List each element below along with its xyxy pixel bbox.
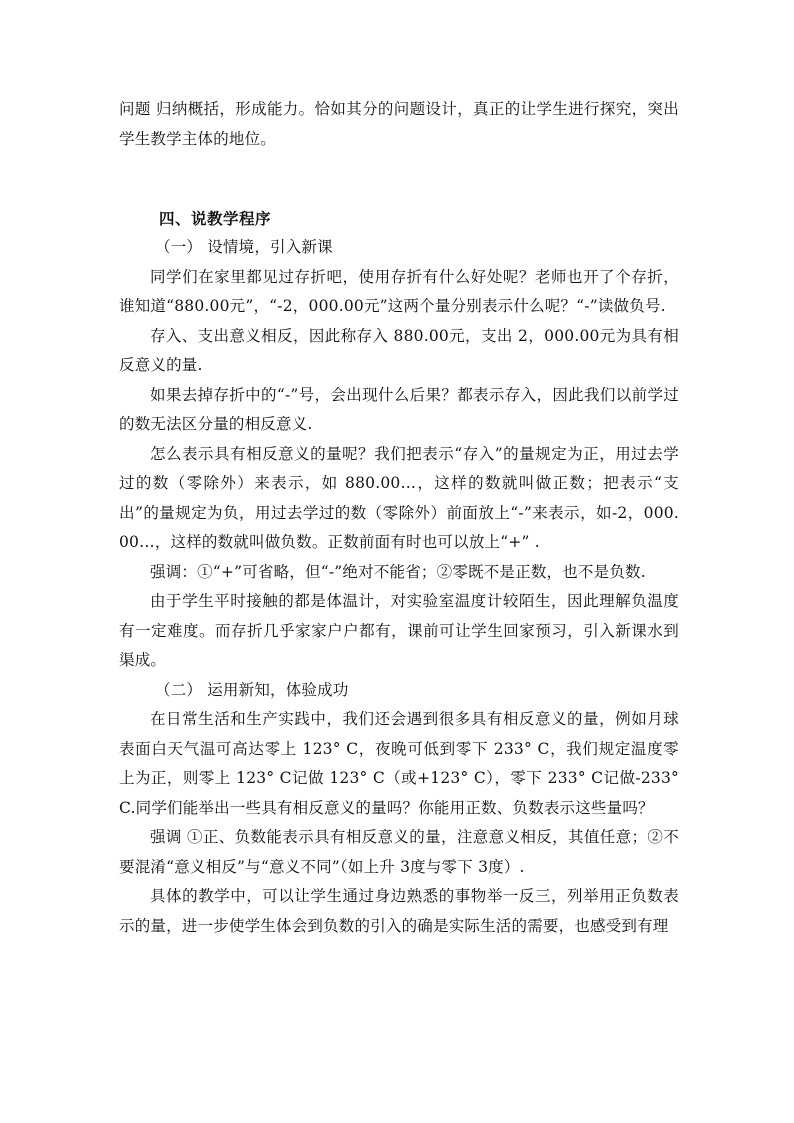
paragraph: 怎么表示具有相反意义的量呢？我们把表示“存入”的量规定为正，用过去学过的数（零除外）来表示，如 880.00…，这样的数就叫做正数；把表示“支出”的量规定为负，用过去学过的数（零除外）前面放上“-”来表示，如-2，000.00…，这样的数就叫做负数。正数前面有时也可以放上“+” . — [119, 444, 679, 551]
subsection-title-1: （一） 设情境，引入新课 — [155, 238, 333, 256]
paragraph: 强调：①“+”可省略，但“-”绝对不能省；②零既不是正数，也不是负数. — [150, 562, 646, 581]
document-body — [119, 95, 679, 941]
paragraph: 同学们在家里都见过存折吧，使用存折有什么好处呢？老师也开了个存折，谁知道“880.00元”，“-2，000.00元”这两个量分别表示什么呢？“-”读做负号. — [119, 267, 679, 315]
section-title: 四、说教学程序 — [159, 209, 272, 228]
paragraph: 存入、支出意义相反，因此称存入 880.00元，支出 2，000.00元为具有相反意义的量. — [119, 326, 679, 374]
subsection-title-2: （二） 运用新知，体验成功 — [155, 680, 349, 699]
intro-paragraph: 问题 归纳概括，形成能力。恰如其分的问题设计，真正的让学生进行探究，突出学生教学主体的地位。 — [119, 100, 679, 148]
paragraph: 具体的教学中，可以让学生通过身边熟悉的事物举一反三，列举用正负数表示的量，进一步使学生体会到负数的引入的确是实际生活的需要，也感受到有理 — [119, 887, 679, 935]
paragraph: 由于学生平时接触的都是体温计，对实验室温度计较陌生，因此理解负温度有一定难度。而存折几乎家家户户都有，课前可让学生回家预习，引入新课水到渠成。 — [119, 592, 679, 669]
paragraph: 在日常生活和生产实践中，我们还会遇到很多具有相反意义的量，例如月球表面白天气温可高达零上 123° C，夜晚可低到零下 233° C，我们规定温度零上为正，则零上 123° C记做 123° C（或+123° C），零下 233° C记做-233° C.同学们能举出一些具有相反意义的量吗？你能用正数、负数表示这些量吗？ — [119, 710, 679, 817]
paragraph: 强调 ①正、负数能表示具有相反意义的量，注意意义相反，其值任意；②不要混淆“意义相反”与“意义不同”（如上升 3度与零下 3度）. — [119, 828, 679, 876]
paragraph: 如果去掉存折中的“-”号，会出现什么后果？都表示存入，因此我们以前学过的数无法区分量的相反意义. — [119, 385, 679, 433]
